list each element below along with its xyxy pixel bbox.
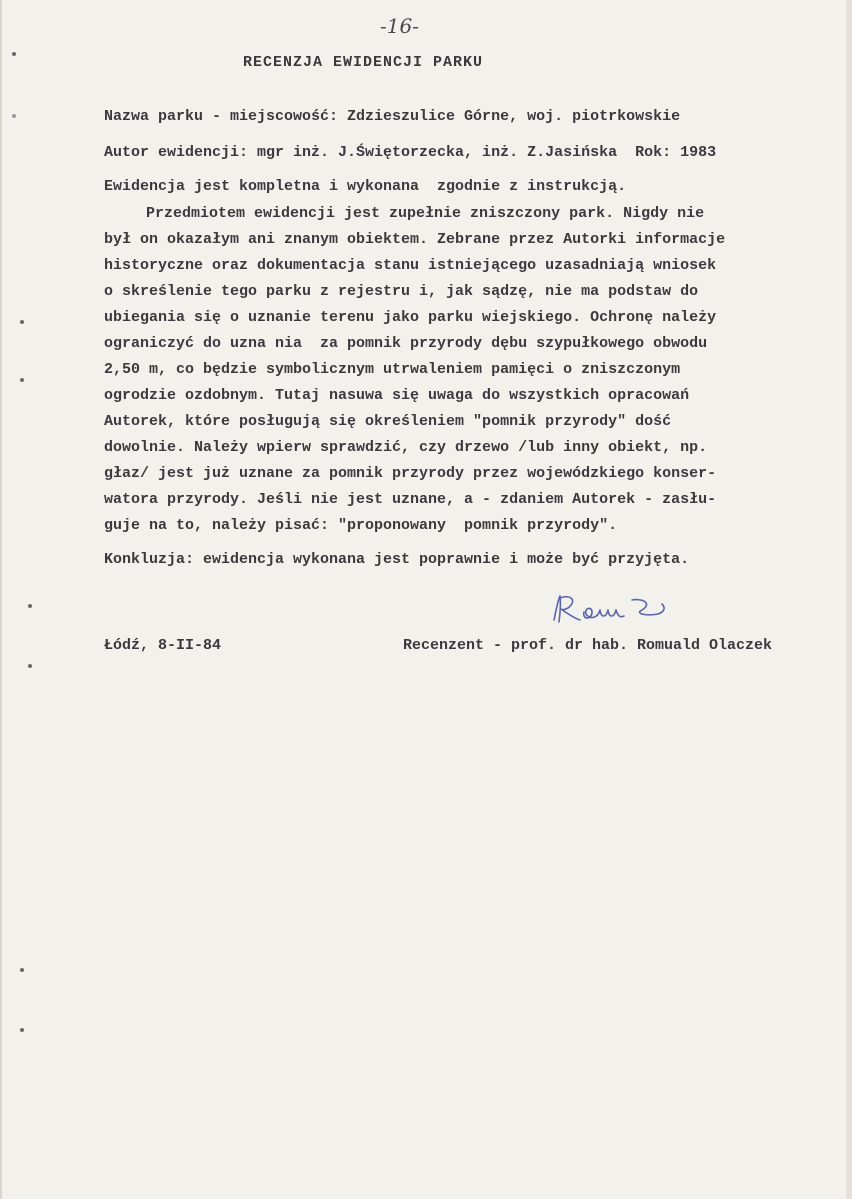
handwritten-signature [548,590,678,632]
margin-mark [12,52,16,56]
margin-mark [28,604,32,608]
reviewer-line: Recenzent - prof. dr hab. Romuald Olaczek [403,637,773,654]
document-title: RECENZJA EWIDENCJI PARKU [243,54,484,71]
body-line: Autorek, które posługują się określeniem "pomnik przyrody" dość [104,413,672,430]
margin-mark [20,320,24,324]
body-line: watora przyrody. Jeśli nie jest uznane, a - zdaniem Autorek - zasłu- [104,491,717,508]
park-name-line: Nazwa parku - miejscowość: Zdzieszulice Górne, woj. piotrkowskie [104,108,681,125]
conclusion-line: Konkluzja: ewidencja wykonana jest poprawnie i może być przyjęta. [104,551,690,568]
body-line: głaz/ jest już uznane za pomnik przyrody przez wojewódzkiego konser- [104,465,717,482]
margin-mark [20,378,24,382]
body-line: historyczne oraz dokumentacja stanu istniejącego uzasadniają wniosek [104,257,717,274]
body-line: ogrodzie ozdobnym. Tutaj nasuwa się uwaga do wszystkich opracowań [104,387,690,404]
author-line: Autor ewidencji: mgr inż. J.Świętorzecka, inż. Z.Jasińska Rok: 1983 [104,144,717,161]
body-line: guje na to, należy pisać: "proponowany pomnik przyrody". [104,517,618,534]
body-line: dowolnie. Należy wpierw sprawdzić, czy drzewo /lub inny obiekt, np. [104,439,708,456]
completeness-line: Ewidencja jest kompletna i wykonana zgodnie z instrukcją. [104,178,627,195]
page-edge-right [846,0,852,1199]
body-line: o skreślenie tego parku z rejestru i, jak sądzę, nie ma podstaw do [104,283,699,300]
margin-mark [20,968,24,972]
body-line: 2,50 m, co będzie symbolicznym utrwaleniem pamięci o zniszczonym [104,361,681,378]
body-line: ograniczyć do uzna nia za pomnik przyrody dębu szypułkowego obwodu [104,335,708,352]
place-date: Łódź, 8-II-84 [104,637,222,654]
page-number: -16- [380,14,419,38]
margin-mark [28,664,32,668]
page-edge-left [0,0,2,1199]
body-line: Przedmiotem ewidencji jest zupełnie zniszczony park. Nigdy nie [146,205,705,222]
body-line: ubiegania się o uznanie terenu jako parku wiejskiego. Ochronę należy [104,309,717,326]
body-line: był on okazałym ani znanym obiektem. Zebrane przez Autorki informacje [104,231,726,248]
margin-mark [20,1028,24,1032]
margin-mark [12,114,16,118]
